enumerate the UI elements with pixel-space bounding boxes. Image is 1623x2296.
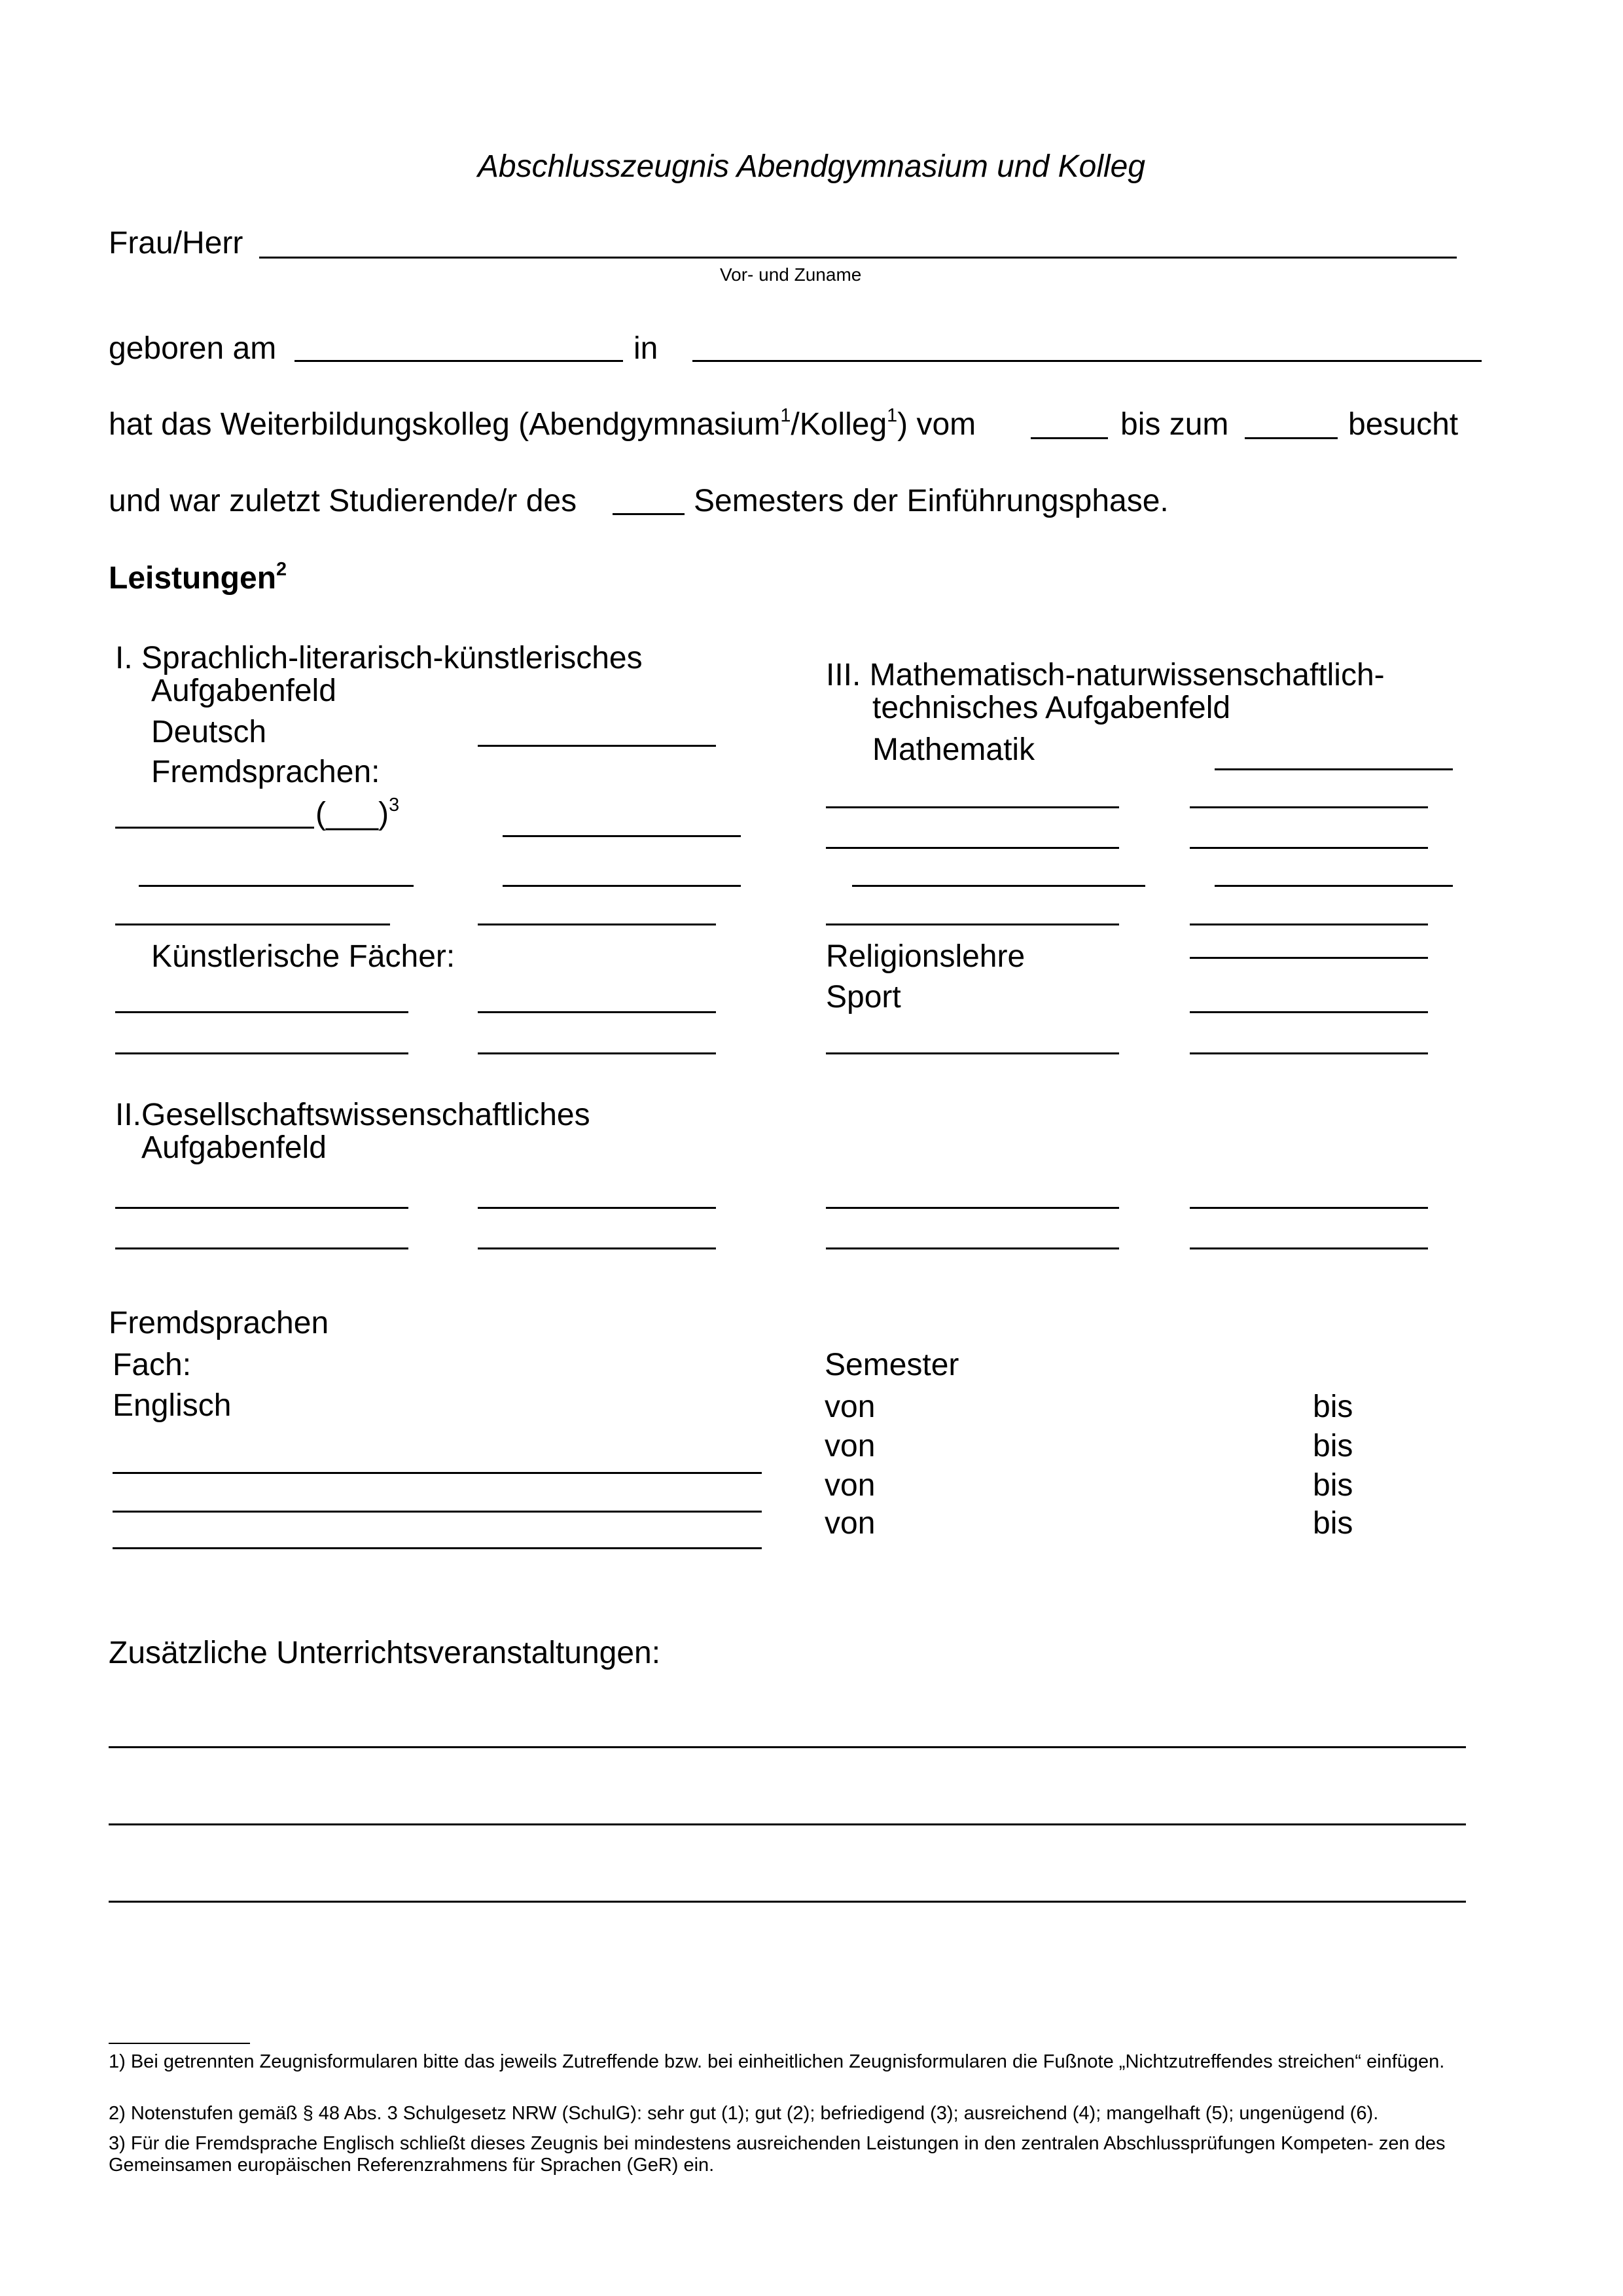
to-label: bis xyxy=(1313,1429,1353,1463)
german-grade-field[interactable] xyxy=(478,745,716,747)
visited-label: besucht xyxy=(1348,407,1459,442)
footnote-1: 1) Bei getrennten Zeugnisformularen bitte das jeweils Zutreffende bzw. bei einheitlichen Zeugnisformularen die Fußnote „Nichtzutreffendes streichen“ einfügen. xyxy=(109,2051,1445,2072)
languages-heading: Fremdsprachen xyxy=(109,1306,329,1340)
semester-text-a: und war zuletzt Studierende/r des xyxy=(109,484,577,518)
field3-grade-field[interactable] xyxy=(1190,1052,1428,1054)
field1-subject-field[interactable] xyxy=(115,924,390,925)
name-field[interactable] xyxy=(259,257,1457,259)
field2-grade-field[interactable] xyxy=(478,1247,716,1249)
field3-grade-field[interactable] xyxy=(1190,806,1428,808)
field1-heading-line1: I. Sprachlich-literarisch-künstlerisches xyxy=(115,641,643,675)
arts-label: Künstlerische Fächer: xyxy=(151,939,455,974)
field3-subject-field[interactable] xyxy=(826,924,1119,925)
field3-heading-line2: technisches Aufgabenfeld xyxy=(872,691,1231,725)
from-label: von xyxy=(825,1429,876,1463)
until-label: bis zum xyxy=(1120,407,1229,442)
field3-grade-field[interactable] xyxy=(1190,924,1428,925)
field2-grade-field[interactable] xyxy=(1190,1247,1428,1249)
attendance-to-field[interactable] xyxy=(1245,437,1338,439)
attendance-text: hat das Weiterbildungskolleg (Abendgymnasium$^1$/Kolleg$^1$) vom xyxy=(109,404,976,442)
from-label: von xyxy=(825,1468,876,1503)
foreign-language-grade-field[interactable] xyxy=(503,835,741,837)
language-subject-field[interactable] xyxy=(113,1511,762,1513)
field3-subject-field[interactable] xyxy=(826,1052,1119,1054)
document-title: Abschlusszeugnis Abendgymnasium und Kolleg xyxy=(477,149,1146,184)
field2-subject-field[interactable] xyxy=(826,1207,1119,1209)
math-grade-field[interactable] xyxy=(1215,768,1453,770)
field2-grade-field[interactable] xyxy=(1190,1207,1428,1209)
semester-field[interactable] xyxy=(613,513,685,515)
field1-subject-field[interactable] xyxy=(139,885,414,887)
field3-subject-field[interactable] xyxy=(826,847,1119,849)
semester-text-b: Semesters der Einführungsphase. xyxy=(694,484,1169,518)
field3-grade-field[interactable] xyxy=(1190,847,1428,849)
name-caption: Vor- und Zuname xyxy=(720,264,862,285)
semester-header: Semester xyxy=(825,1348,959,1382)
from-label: von xyxy=(825,1506,876,1541)
field2-heading-line1: II.Gesellschaftswissenschaftliches xyxy=(115,1098,590,1132)
additional-field[interactable] xyxy=(109,1901,1466,1903)
foreign-language-slot: (___)$^3$ xyxy=(315,794,400,831)
first-language-subject: Englisch xyxy=(113,1388,232,1423)
field1-grade-field[interactable] xyxy=(478,924,716,925)
footnote-separator xyxy=(109,2043,250,2044)
language-subject-field[interactable] xyxy=(113,1547,762,1549)
from-label: von xyxy=(825,1390,876,1424)
subject-header: Fach: xyxy=(113,1348,192,1382)
arts-subject-field[interactable] xyxy=(115,1011,408,1013)
field2-heading-line2: Aufgabenfeld xyxy=(141,1130,327,1165)
performance-heading: Leistungen$^2$ xyxy=(109,558,287,596)
footnote-2: 2) Notenstufen gemäß § 48 Abs. 3 Schulgesetz NRW (SchulG): sehr gut (1); gut (2); befriedigend (3); ausreichend (4); mangelhaft (5); ungenügend (6). xyxy=(109,2103,1379,2124)
foreign-language-field[interactable] xyxy=(115,827,314,829)
to-label: bis xyxy=(1313,1468,1353,1503)
arts-subject-field[interactable] xyxy=(115,1052,408,1054)
to-label: bis xyxy=(1313,1506,1353,1541)
field1-heading-line2: Aufgabenfeld xyxy=(151,673,336,708)
foreign-languages-label: Fremdsprachen: xyxy=(151,755,380,789)
field3-subject-field[interactable] xyxy=(826,806,1119,808)
field1-grade-field[interactable] xyxy=(503,885,741,887)
field2-subject-field[interactable] xyxy=(826,1247,1119,1249)
additional-field[interactable] xyxy=(109,1746,1466,1748)
sport-label: Sport xyxy=(826,980,901,1014)
additional-heading: Zusätzliche Unterrichtsveranstaltungen: xyxy=(109,1636,661,1670)
math-label: Mathematik xyxy=(872,732,1035,767)
person-label: Frau/Herr xyxy=(109,226,243,260)
field3-subject-field[interactable] xyxy=(852,885,1145,887)
footnote-3: 3) Für die Fremdsprache Englisch schließt dieses Zeugnis bei mindestens ausreichenden Leistungen in den zentralen Abschlussprüfungen Kompeten- zen des Gemeinsamen europäischen Referenzrahmens für Sprachen (GeR) ein. xyxy=(109,2133,1446,2176)
german-label: Deutsch xyxy=(151,715,267,749)
sport-grade-field[interactable] xyxy=(1190,1011,1428,1013)
born-label: geboren am xyxy=(109,331,277,366)
in-label: in xyxy=(633,331,658,366)
birthdate-field[interactable] xyxy=(294,360,623,362)
field3-heading-line1: III. Mathematisch-naturwissenschaftlich- xyxy=(826,658,1385,692)
arts-grade-field[interactable] xyxy=(478,1052,716,1054)
field2-grade-field[interactable] xyxy=(478,1207,716,1209)
to-label: bis xyxy=(1313,1390,1353,1424)
language-subject-field[interactable] xyxy=(113,1472,762,1474)
field3-grade-field[interactable] xyxy=(1215,885,1453,887)
additional-field[interactable] xyxy=(109,1823,1466,1825)
field2-subject-field[interactable] xyxy=(115,1207,408,1209)
religion-grade-field[interactable] xyxy=(1190,957,1428,959)
attendance-from-field[interactable] xyxy=(1031,437,1108,439)
birthplace-field[interactable] xyxy=(692,360,1482,362)
field2-subject-field[interactable] xyxy=(115,1247,408,1249)
religion-label: Religionslehre xyxy=(826,939,1026,974)
arts-grade-field[interactable] xyxy=(478,1011,716,1013)
